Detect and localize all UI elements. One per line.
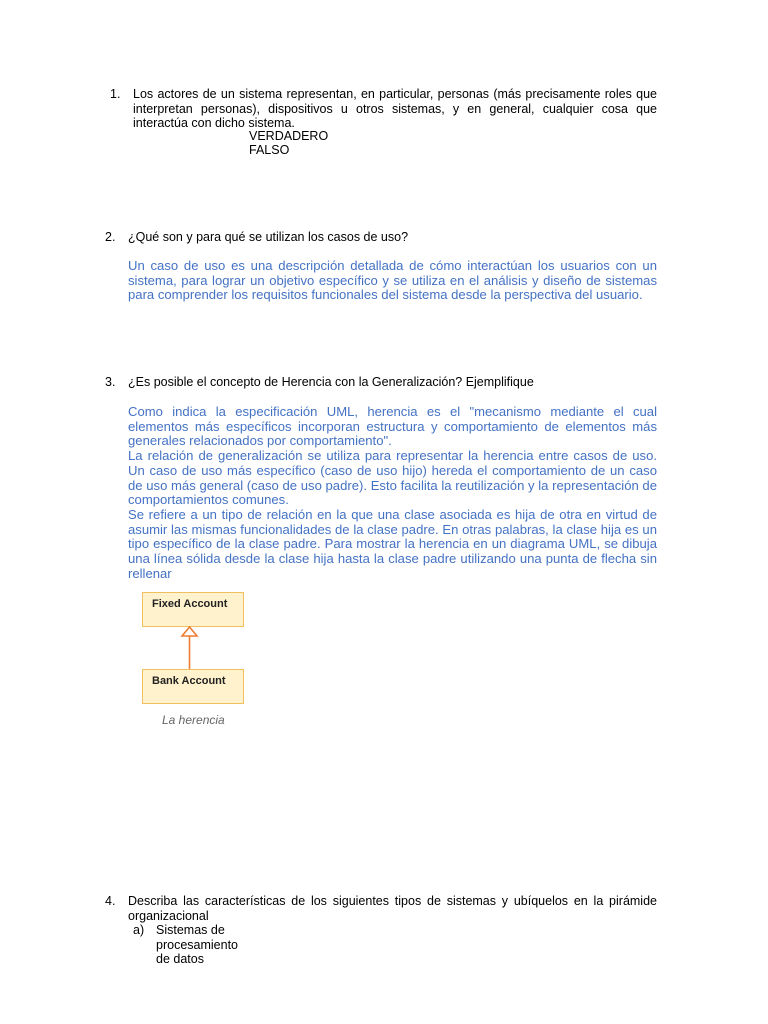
uml-arrow-head [182,627,197,636]
uml-class-parent [142,592,244,627]
question-2-number: 2. [105,230,116,244]
uml-class-child [142,669,244,704]
question-4-text: Describa las características de los siguientes tipos de sistemas y ubíquelos en la pirámide organizacional [128,894,657,923]
question-4-number: 4. [105,894,116,908]
question-2-text: ¿Qué son y para qué se utilizan los casos de uso? [128,230,409,244]
answer-2-text: Un caso de uso es una descripción detallada de cómo interactúan los usuarios con un sistema, para lograr un objetivo específico y se utiliza en el análisis y diseño de sistemas para comprender los requisitos funcionales del sistema desde la perspectiva del usuario. [128,258,657,303]
question-4-subitem-a-text: Sistemas de procesamiento de datos [156,923,238,967]
uml-generalization-arrow [170,626,210,670]
uml-class-parent-label: Fixed Account [152,598,228,610]
answer-3-paragraph-3: Se refiere a un tipo de relación en la que una clase asociada es hija de otra en virtud de asumir las mismas funcionalidades de la clase padre. En otras palabras, la clase hija es un tipo específico de la clase padre. Para mostrar la herencia en un diagrama UML, se dibuja una línea sólida desde la clase hija hasta la clase padre utilizando una punta de flecha sin rellenar [128,506,657,581]
answer-2 [128,259,657,303]
answer-3 [128,405,657,581]
question-1-text: Los actores de un sistema representan, en particular, personas (más precisamente roles que interpretan personas), dispositivos u otros sistemas, y en general, cualquier cosa que interactúa con dicho sistema. [133,87,657,131]
question-4-subitem-a-label: a) [133,923,145,937]
question-3-number: 3. [105,375,116,389]
question-3-text: ¿Es posible el concepto de Herencia con la Generalización? Ejemplifique [128,375,534,389]
question-1-number: 1. [110,87,121,101]
option-verdadero[interactable]: VERDADERO [249,129,329,143]
answer-3-paragraph-2: La relación de generalización se utiliza para representar la herencia entre casos de uso. Un caso de uso más específico (caso de uso hijo) hereda el comportamiento de un caso de uso más general (caso de uso padre). Esto facilita la reutilización y la representación de comportamientos comunes. [128,448,657,508]
option-falso[interactable]: FALSO [249,143,290,157]
uml-class-child-label: Bank Account [152,675,226,687]
diagram-caption: La herencia [162,713,225,727]
answer-3-paragraph-1: Como indica la especificación UML, herencia es el "mecanismo mediante el cual elementos más específicos incorporan estructura y comportamiento de elementos más generales relacionados por comportamiento". [128,404,657,449]
